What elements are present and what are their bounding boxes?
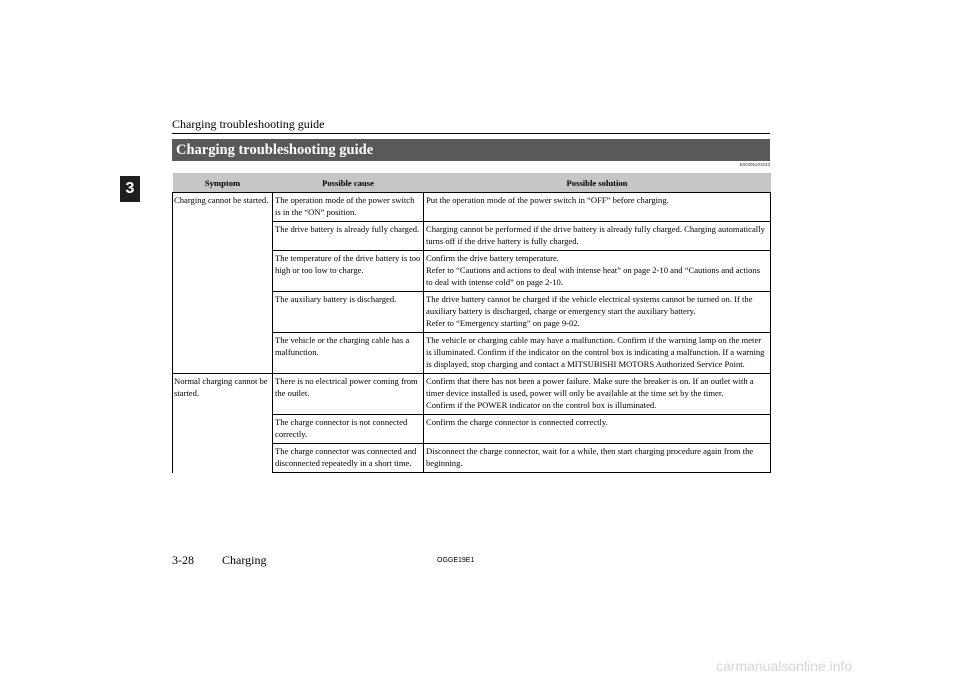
solution-cell bbox=[424, 444, 771, 473]
solution-cell bbox=[424, 222, 771, 251]
solution-text: Put the operation mode of the power switch in “OFF” before charging. bbox=[426, 195, 669, 205]
table-row bbox=[173, 251, 771, 292]
cause-cell: The operation mode of the power switch is in the “ON” position. bbox=[273, 193, 424, 222]
footer-chapter-name: Charging bbox=[222, 553, 267, 567]
table-row bbox=[173, 292, 771, 333]
solution-text: Confirm that there has not been a power failure. Make sure the breaker is on. If an outlet with a timer device installed is used, power will only be available at the time set by the timer. bbox=[426, 376, 754, 398]
cause-cell: The charge connector was connected and disconnected repeatedly in a short time. bbox=[273, 444, 424, 473]
table-row bbox=[173, 374, 771, 415]
solution-cell bbox=[424, 333, 771, 374]
table-row bbox=[173, 222, 771, 251]
cause-cell: The charge connector is not connected correctly. bbox=[273, 415, 424, 444]
troubleshooting-table bbox=[172, 173, 771, 473]
cause-cell: The drive battery is already fully charged. bbox=[273, 222, 424, 251]
solution-cell bbox=[424, 415, 771, 444]
solution-text: Disconnect the charge connector, wait for a while, then start charging procedure again from the beginning. bbox=[426, 446, 754, 468]
symptom-cell-empty bbox=[173, 415, 273, 444]
cause-cell: The vehicle or the charging cable has a malfunction. bbox=[273, 333, 424, 374]
header-rule bbox=[172, 133, 770, 134]
table-row bbox=[173, 333, 771, 374]
section-ref-code: E00305101243 bbox=[739, 162, 770, 167]
header-symptom: Symptom bbox=[173, 173, 273, 193]
symptom-cell: Charging cannot be started. bbox=[173, 193, 273, 222]
table-row bbox=[173, 193, 771, 222]
cause-cell: The auxiliary battery is discharged. bbox=[273, 292, 424, 333]
solution-cell bbox=[424, 193, 771, 222]
cause-cell: The temperature of the drive battery is too high or too low to charge. bbox=[273, 251, 424, 292]
solution-reference: Refer to “Cautions and actions to deal with intense heat” on page 2-10 and “Cautions and actions to deal with intense cold” on page 2-10. bbox=[426, 265, 761, 287]
table-row bbox=[173, 415, 771, 444]
section-title: Charging troubleshooting guide bbox=[172, 139, 770, 161]
footer-page-number: 3-28 bbox=[172, 553, 194, 567]
solution-reference: Refer to “Emergency starting” on page 9-02. bbox=[426, 318, 580, 328]
cause-cell: There is no electrical power coming from the outlet. bbox=[273, 374, 424, 415]
solution-cell bbox=[424, 374, 771, 415]
table-row bbox=[173, 444, 771, 473]
solution-text: Confirm the charge connector is connected correctly. bbox=[426, 417, 608, 427]
header-possible-solution: Possible solution bbox=[424, 173, 771, 193]
watermark: carmanualsonline.info bbox=[716, 658, 853, 674]
table-header-row bbox=[173, 173, 771, 193]
solution-cell bbox=[424, 251, 771, 292]
symptom-cell-empty bbox=[173, 222, 273, 251]
solution-text: The vehicle or charging cable may have a malfunction. Confirm if the warning lamp on the meter is illuminated. Confirm if the indicator on the control box is indicating a malfunction. If a warning is displayed, stop charging and contact a MITSUBISHI MOTORS Authorized Service Point. bbox=[426, 335, 765, 369]
symptom-cell-empty bbox=[173, 292, 273, 333]
running-header-title: Charging troubleshooting guide bbox=[172, 117, 325, 131]
solution-text: Charging cannot be performed if the drive battery is already fully charged. Charging automatically turns off if the drive battery is fully charged. bbox=[426, 224, 765, 246]
symptom-cell-empty bbox=[173, 333, 273, 374]
symptom-cell-empty bbox=[173, 444, 273, 473]
header-possible-cause: Possible cause bbox=[273, 173, 424, 193]
solution-text-extra: Confirm if the POWER indicator on the control box is illuminated. bbox=[426, 400, 657, 410]
solution-text: The drive battery cannot be charged if the vehicle electrical systems cannot be turned on. If the auxiliary battery is discharged, charge or emergency start the auxiliary battery. bbox=[426, 294, 753, 316]
solution-cell bbox=[424, 292, 771, 333]
footer-doc-code: OGGE19E1 bbox=[437, 557, 475, 564]
solution-text: Confirm the drive battery temperature. bbox=[426, 253, 559, 263]
chapter-tab: 3 bbox=[120, 176, 140, 202]
symptom-cell: Normal charging cannot be started. bbox=[173, 374, 273, 415]
symptom-cell-empty bbox=[173, 251, 273, 292]
